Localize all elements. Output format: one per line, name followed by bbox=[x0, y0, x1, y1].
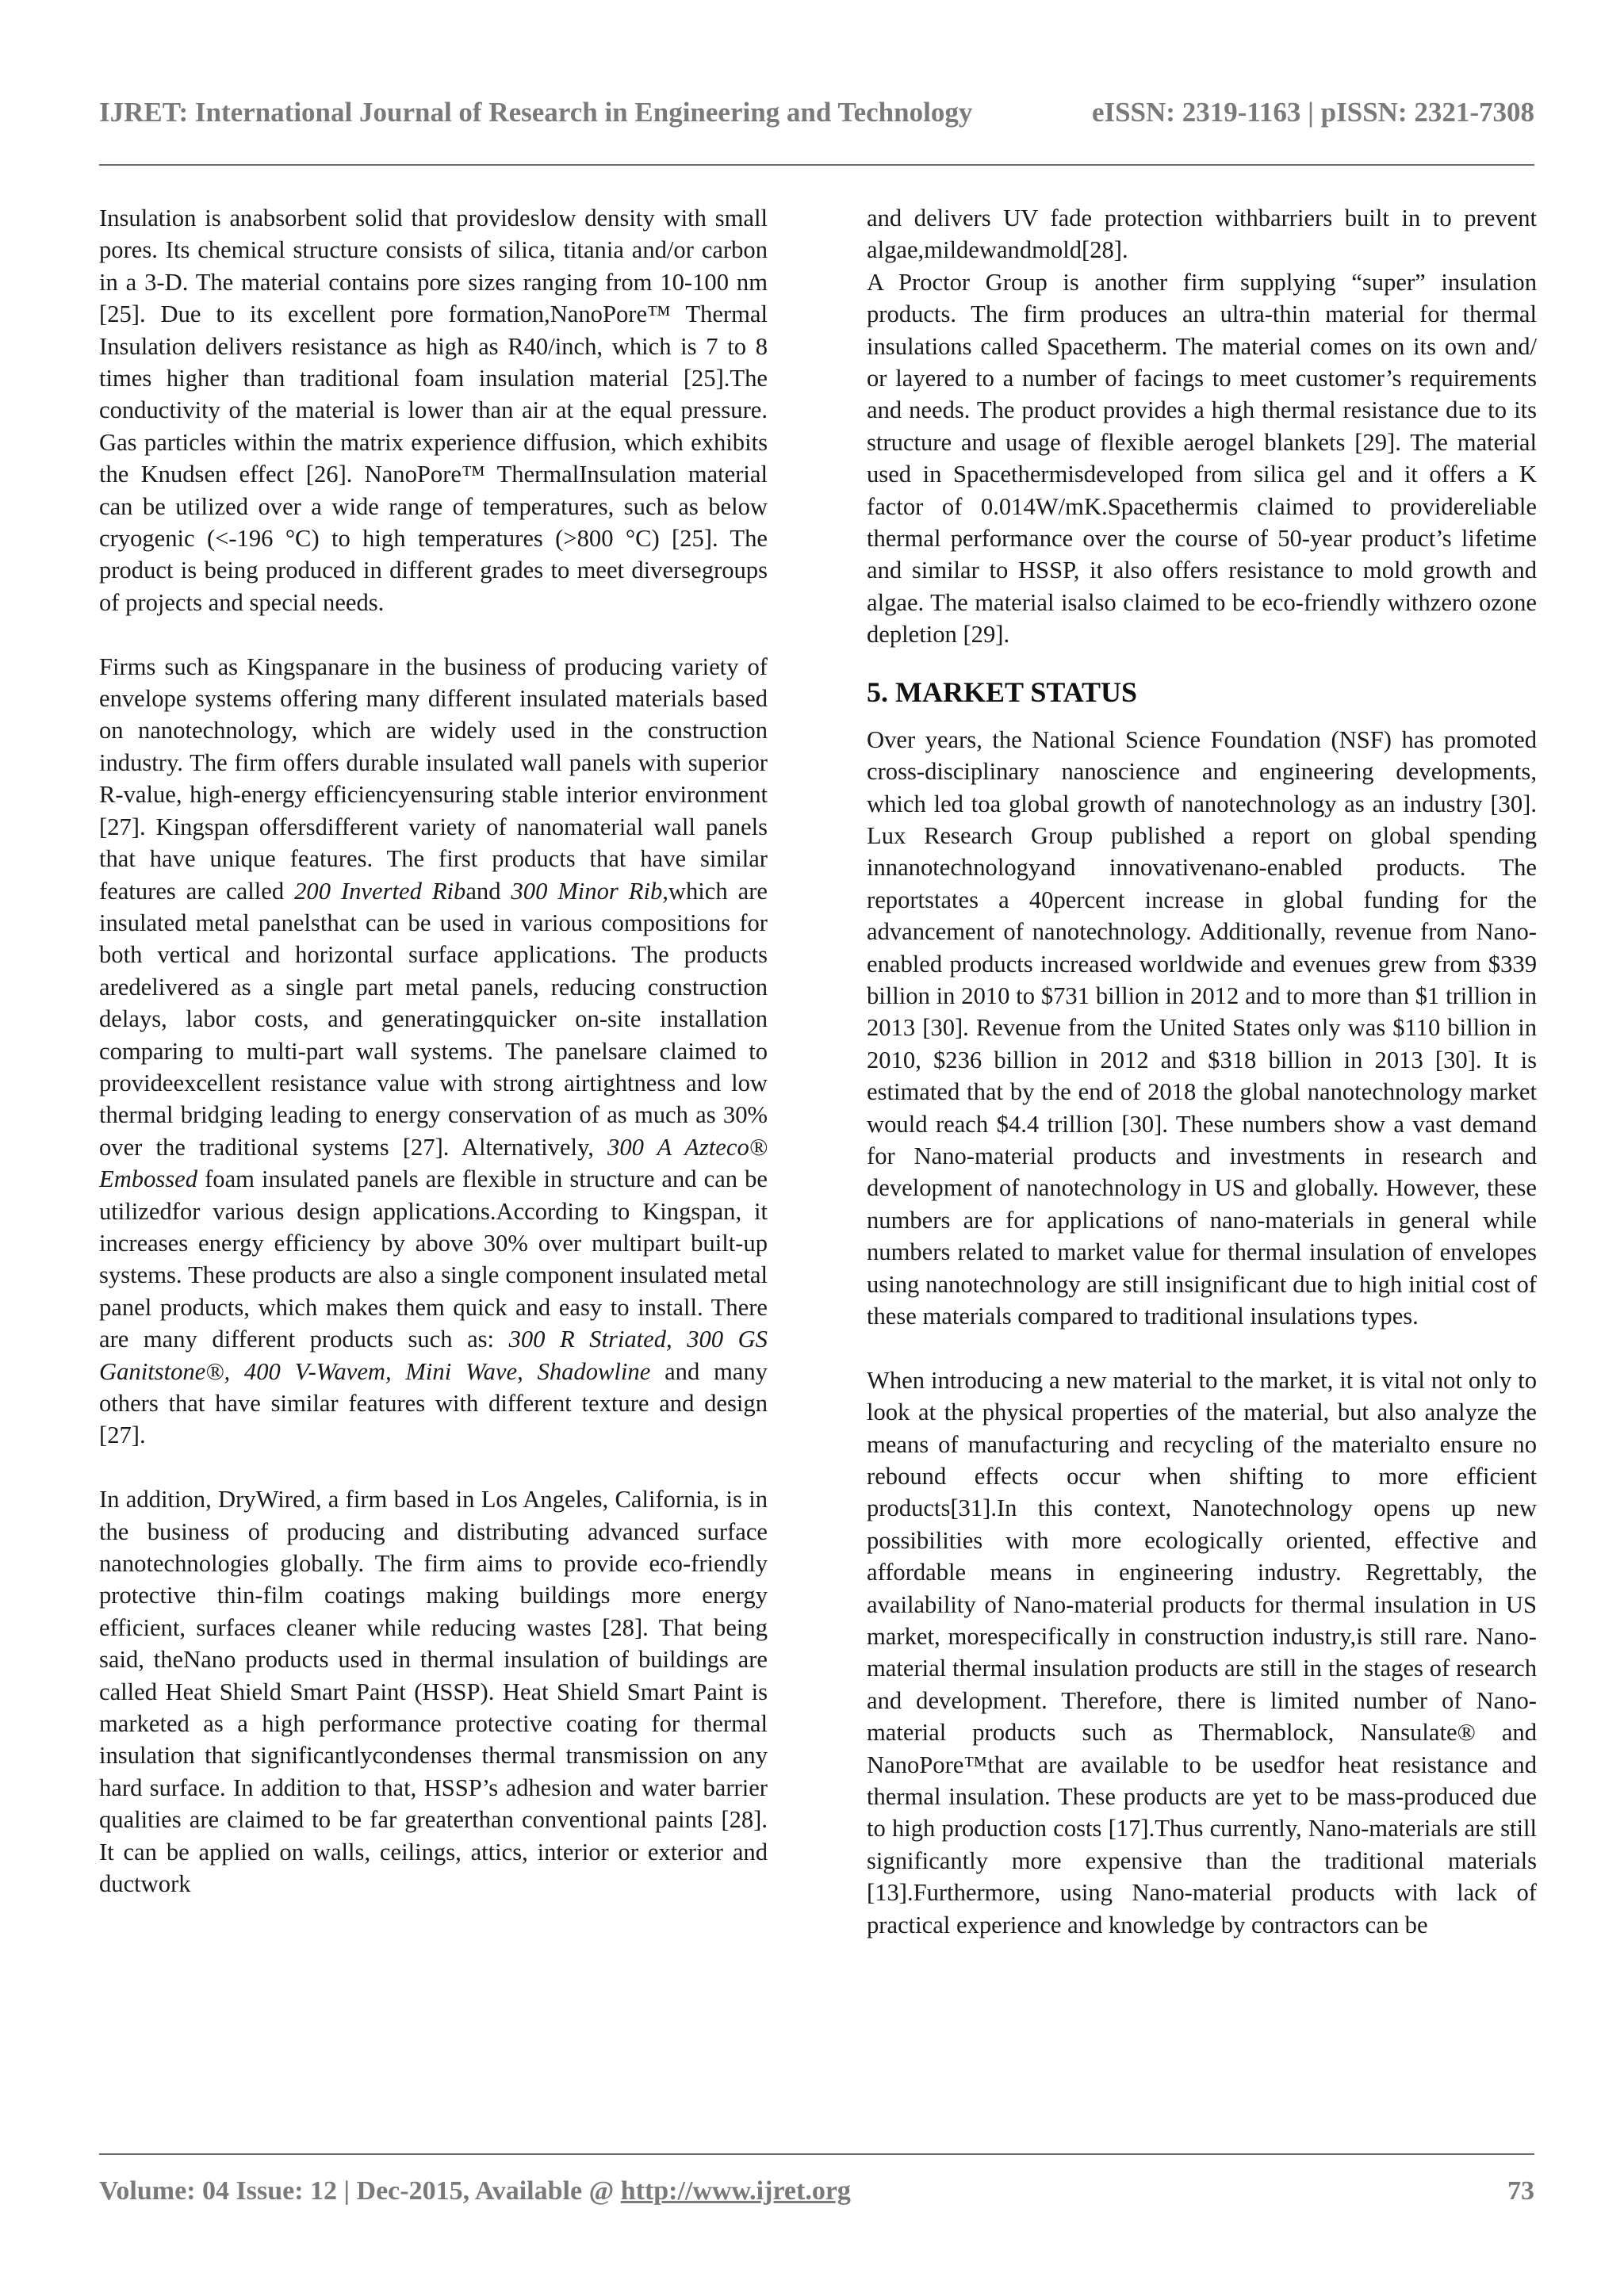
journal-url-link[interactable]: http://www.ijret.org bbox=[620, 2176, 851, 2206]
page-number: 73 bbox=[1507, 2176, 1534, 2206]
section-heading-market-status: 5. MARKET STATUS bbox=[867, 675, 1138, 708]
left-column bbox=[99, 202, 768, 1900]
paragraph-market-revenue: Over years, the National Science Foundation (NSF) has promoted cross-disciplinary nanoscience and engineering developments, which led toa global growth of nanotechnology as an industry [30]. Lux Research Group published a report on global spending innanotechnologyand innovativenano-enabled products. The reportstates a 40percent increase in global funding for the advancement of nanotechnology. Additionally, revenue from Nano-enabled products increased worldwide and evenues grew from $339 billion in 2010 to $731 billion in 2012 and to more than $1 trillion in 2013 [30]. Revenue from the United States only was $110 billion in 2010, $236 billion in 2012 and $318 billion in 2013 [30]. It is estimated that by the end of 2018 the global nanotechnology market would reach $4.4 trillion [30]. These numbers show a vast demand for Nano-material products and investments in research and development of nanotechnology in US and globally. However, these numbers are for applications of nano-materials in general while numbers related to market value for thermal insulation of envelopes using nanotechnology are still insignificant due to high initial cost of these materials compared to traditional insulations types. bbox=[867, 725, 1537, 1330]
product-name: 300 A Azteco® Embossed bbox=[99, 1133, 768, 1193]
product-name: 200 Inverted Rib bbox=[294, 877, 466, 905]
footer-divider bbox=[99, 2153, 1534, 2155]
paragraph-hssp-continued: and delivers UV fade protection withbarriers built in to prevent algae,mildewandmold[28]. bbox=[867, 205, 1537, 264]
paragraph-drywired: In addition, DryWired, a firm based in Los Angeles, California, is in the business of producing and distributing advanced surface nanotechnologies globally. The firm aims to provide eco-friendly protective thin-film coatings making buildings more energy efficient, surfaces cleaner while reducing wastes [28]. That being said, theNano products used in thermal insulation of buildings are called Heat Shield Smart Paint (HSSP). Heat Shield Smart Paint is marketed as a high performance protective coating for thermal insulation that significantlycondenses thermal transmission on any hard surface. In addition to that, HSSP’s adhesion and water barrier qualities are claimed to be far greaterthan conventional paints [28]. It can be applied on walls, ceilings, attics, interior or exterior and ductwork bbox=[99, 1486, 768, 1898]
header-divider bbox=[99, 164, 1534, 166]
running-header bbox=[99, 97, 1534, 128]
running-footer bbox=[99, 2176, 1534, 2208]
product-names-list: 300 R Striated, 300 GS Ganitstone®, 400 V-Wavem, Mini Wave, Shadowline bbox=[99, 1326, 768, 1385]
paragraph-nanopore: Insulation is anabsorbent solid that provideslow density with small pores. Its chemical structure consists of silica, titania and/or carbon in a 3-D. The material contains pore sizes ranging from 10-100 nm [25]. Due to its excellent pore formation,NanoPore™ Thermal Insulation delivers resistance as high as R40/inch, which is 7 to 8 times higher than traditional foam insulation material [25].The conductivity of the material is lower than air at the equal pressure. Gas particles within the matrix experience diffusion, which exhibits the Knudsen effect [26]. NanoPore™ ThermalInsulation material can be utilized over a wide range of temperatures, such as below cryogenic (<-196 °C) to high temperatures (>800 °C) [25]. The product is being produced in different grades to meet diversegroups of projects and special needs. bbox=[99, 205, 768, 616]
paragraph-kingspan: Firms such as Kingspanare in the business of producing variety of envelope systems offering many different insulated materials based on nanotechnology, which are widely used in the construction industry. The firm offers durable insulated wall panels with superior R-value, high-energy efficiencyensuring stable interior environment [27]. Kingspan offersdifferent variety of nanomaterial wall panels that have unique features. The first products that have similar features are called 200 Inverted Riband 300 Minor Rib,which are insulated metal panelsthat can be used in various compositions for both vertical and horizontal surface applications. The products aredelivered as a single part metal panels, reducing construction delays, labor costs, and generatingquicker on-site installation comparing to multi-part wall systems. The panelsare claimed to provideexcellent resistance value with strong airtightness and low thermal bridging leading to energy conservation of as much as 30% over the traditional systems [27]. Alternatively, 300 A Azteco® Embossed foam insulated panels are flexible in structure and can be utilizedfor various design applications.According to Kingspan, it increases energy efficiency by above 30% over multipart built-up systems. These products are also a single component insulated metal panel products, which makes them quick and easy to install. There are many different products such as: 300 R Striated, 300 GS Ganitstone®, 400 V-Wavem, Mini Wave, Shadowline and many others that have similar features with different texture and design [27]. bbox=[99, 652, 768, 1449]
issn-info: eISSN: 2319-1163 | pISSN: 2321-7308 bbox=[1091, 97, 1534, 128]
paragraph-proctor-group: A Proctor Group is another firm supplying “super” insulation products. The firm produces an ultra-thin material for thermal insulations called Spacetherm. The material comes on its own and/ or layered to a number of facings to meet customer’s requirements and needs. The product provides a high thermal resistance due to its structure and usage of flexible aerogel blankets [29]. The material used in Spacethermisdeveloped from silica gel and it offers a K factor of 0.014W/mK.Spacethermis claimed to providereliable thermal performance over the course of 50-year product’s lifetime and similar to HSSP, it also offers resistance to mold growth and algae. The material isalso claimed to be eco-friendly withzero ozone depletion [29]. bbox=[867, 268, 1537, 649]
product-name: 300 Minor Rib, bbox=[511, 877, 668, 905]
paragraph-new-material: When introducing a new material to the market, it is vital not only to look at the physical properties of the material, but also analyze the means of manufacturing and recycling of the materialto ensure no rebound effects occur when shifting to more efficient products[31].In this context, Nanotechnology opens up new possibilities with more ecologically oriented, effective and affordable means in engineering industry. Regrettably, the availability of Nano-material products for thermal insulation in US market, morespecifically in construction industry,is still rare. Nano-material thermal insulation products are still in the stages of research and development. Therefore, there is limited number of Nano-material products such as Thermablock, Nansulate® and NanoPore™that are available to be usedfor heat resistance and thermal insulation. These products are yet to be mass-produced due to high production costs [17].Thus currently, Nano-materials are still significantly more expensive than the traditional materials [13].Furthermore, using Nano-material products with lack of practical experience and knowledge by contractors can be bbox=[867, 1366, 1537, 1938]
volume-info: Volume: 04 Issue: 12 | Dec-2015, Available @ http://www.ijret.org bbox=[99, 2176, 851, 2206]
journal-title: IJRET: International Journal of Research in Engineering and Technology bbox=[99, 97, 973, 128]
right-column bbox=[867, 202, 1537, 1941]
